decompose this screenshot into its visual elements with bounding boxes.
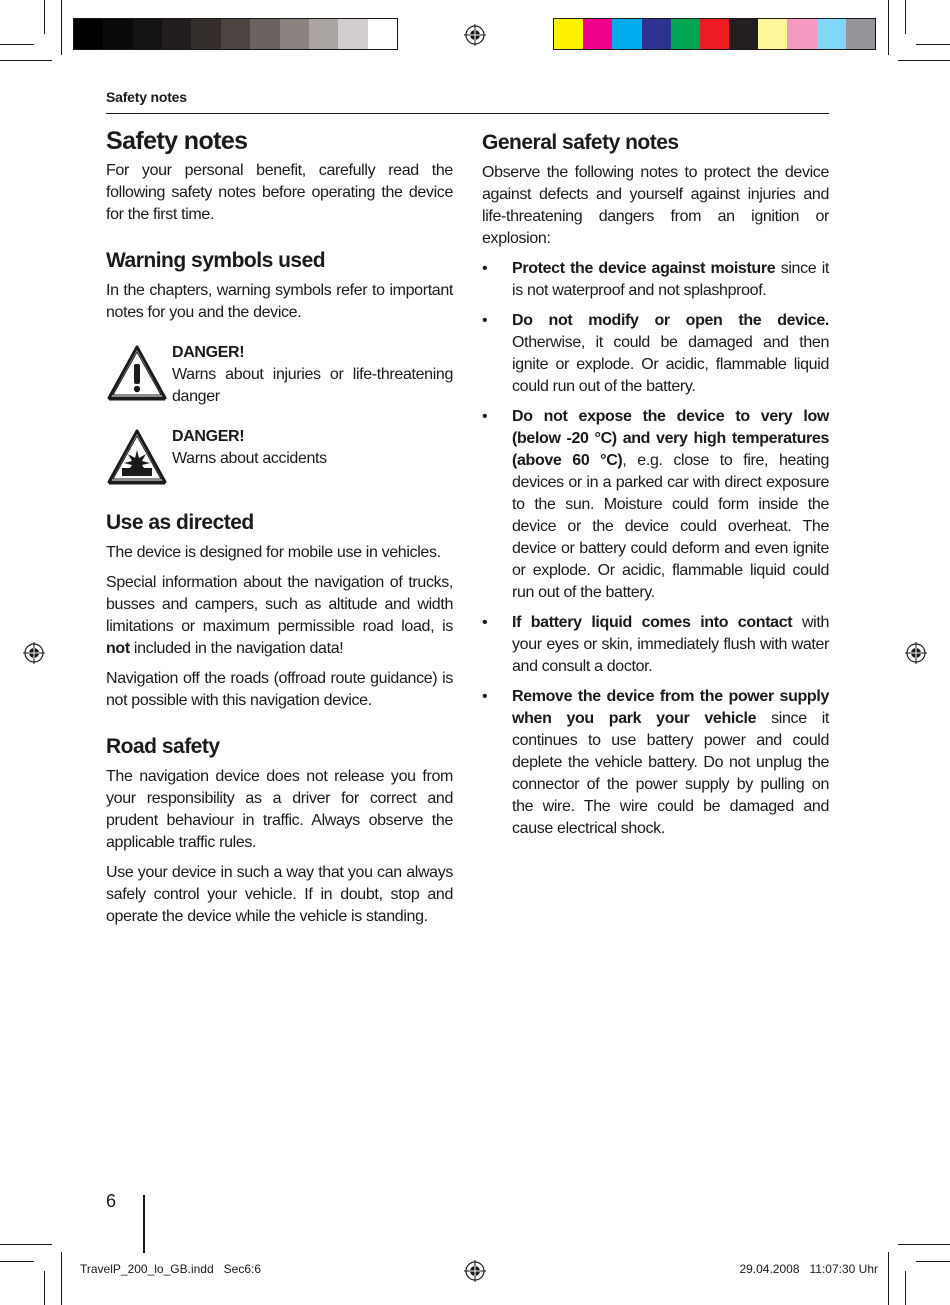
warning-item: [106, 342, 453, 408]
color-swatch: [583, 19, 613, 49]
road-safety-p2: Use your device in such a way that you can always safely control your vehicle. If in doubt, stop and operate the device while the vehicle is standing.: [106, 864, 453, 925]
color-swatch: [368, 19, 398, 49]
color-swatch: [221, 19, 251, 49]
use-as-directed-p1: The device is designed for mobile use in vehicles.: [106, 544, 441, 561]
color-swatch: [338, 19, 368, 49]
explosion-triangle-icon: [106, 428, 168, 486]
intro-paragraph: For your personal benefit, carefully read the following safety notes before operating the device for the first time.: [106, 162, 453, 223]
right-column: [482, 126, 829, 848]
color-swatch: [846, 19, 876, 49]
color-swatch: [787, 19, 817, 49]
page-title: Safety notes: [106, 127, 248, 155]
list-item: • If battery liquid comes into contact with your eyes or skin, immediately flush with water and consult a doctor.: [482, 614, 830, 675]
exclamation-triangle-icon: [106, 344, 168, 402]
header-rule: [106, 113, 829, 114]
color-swatch: [758, 19, 788, 49]
color-swatch: [642, 19, 672, 49]
use-as-directed-p2: Special information about the navigation of trucks, busses and campers, such as altitude and width limitations or maximum permissible road load, is not included in the navigation data!: [106, 574, 453, 657]
page-number-rule: [143, 1195, 145, 1253]
warning-item: [106, 426, 453, 486]
list-item: • Remove the device from the power supply when you park your vehicle since it continues to use battery power and could deplete the vehicle battery. Do not unplug the connector of the power supply by pulling on the wire. The wire could be damaged and cause electrical shock.: [482, 688, 829, 837]
slug-file-info: TravelP_200_lo_GB.indd Sec6:6: [80, 1262, 262, 1276]
page-number: 6: [106, 1191, 117, 1211]
color-swatch: [671, 19, 701, 49]
general-safety-heading: General safety notes: [482, 131, 679, 154]
color-swatch: [280, 19, 310, 49]
danger-label: DANGER!: [172, 428, 245, 445]
color-swatch: [133, 19, 163, 49]
list-item: • Do not expose the device to very low (below -20 °C) and very high temperatures (above 60 °C), e.g. close to fire, heating devices or in a parked car with direct exposure to the sun. Moisture could form inside the device or the device could overheat. The device or battery could deform and even ignite or explode. Or acidic, flammable liquid could run out of the battery.: [482, 408, 829, 601]
use-as-directed-p3: Navigation off the roads (offroad route guidance) is not possible with this navigation device.: [106, 670, 453, 709]
list-item: • Do not modify or open the device. Otherwise, it could be damaged and then ignite or explode. Or acidic, flammable liquid could run out of the battery.: [482, 312, 829, 395]
slug-date: 29.04.2008 11:07:30 Uhr: [739, 1262, 878, 1276]
left-column: [106, 126, 453, 936]
registration-mark-icon: [23, 642, 45, 664]
color-swatch: [729, 19, 759, 49]
danger-label: DANGER!: [172, 344, 245, 361]
warning-symbols-heading: Warning symbols used: [106, 249, 326, 272]
color-swatch: [103, 19, 133, 49]
danger-description: Warns about injuries or life-threatening danger: [172, 366, 453, 405]
color-swatch: [162, 19, 192, 49]
registration-mark-icon: [464, 1260, 486, 1282]
list-item: • Protect the device against moisture since it is not waterproof and not splashproof.: [482, 260, 830, 299]
general-safety-intro: Observe the following notes to protect the device against defects and yourself against injuries and life-threatening dangers from an ignition or explosion:: [482, 164, 829, 247]
use-as-directed-heading: Use as directed: [106, 511, 254, 534]
running-head: Safety notes: [106, 89, 187, 105]
color-swatch: [250, 19, 280, 49]
color-swatch: [612, 19, 642, 49]
registration-mark-icon: [464, 24, 486, 46]
warning-symbols-text: In the chapters, warning symbols refer to important notes for you and the device.: [106, 282, 453, 321]
road-safety-heading: Road safety: [106, 735, 220, 758]
danger-description: Warns about accidents: [172, 450, 327, 467]
not-emphasis: not: [106, 640, 130, 657]
color-swatch: [554, 19, 584, 49]
safety-bullet-list: [482, 258, 829, 840]
color-swatch: [191, 19, 221, 49]
road-safety-p1: The navigation device does not release you from your responsibility as a driver for correct and prudent behaviour in traffic. Always observe the applicable traffic rules.: [106, 768, 453, 851]
registration-mark-icon: [905, 642, 927, 664]
color-swatch: [817, 19, 847, 49]
color-swatch: [309, 19, 339, 49]
color-swatch: [700, 19, 730, 49]
color-swatch: [74, 19, 104, 49]
